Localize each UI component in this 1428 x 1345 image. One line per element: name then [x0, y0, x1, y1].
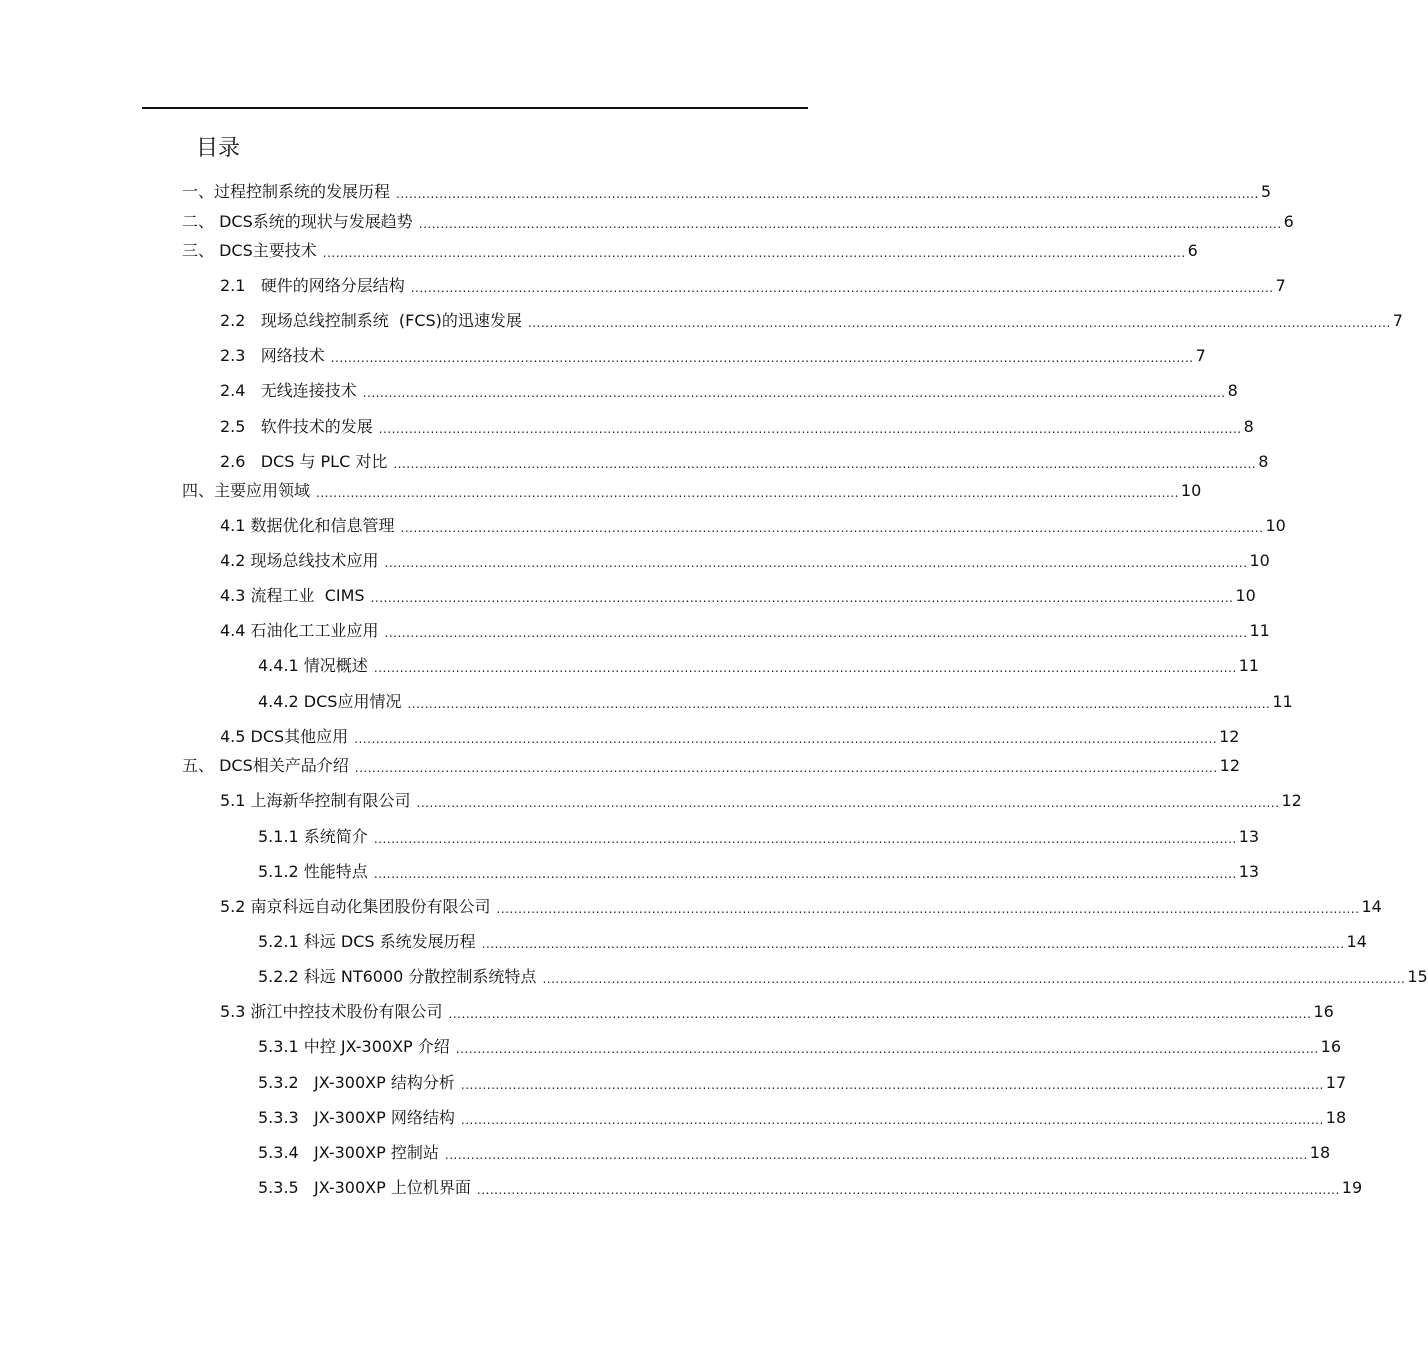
toc-entry-text: 网络技术: [260, 346, 325, 365]
toc-entry-text: 数据优化和信息管理: [250, 516, 395, 535]
toc-entry-number: 5.3: [220, 1002, 251, 1021]
toc-entry-number: 5.3.1: [258, 1037, 304, 1056]
toc-entry-number: 一、: [182, 182, 215, 201]
toc-entry-text: DCS系统的现状与发展趋势: [219, 212, 413, 231]
toc-entry-page: 12: [1281, 791, 1302, 810]
toc-entry-text: 主要应用领域: [214, 481, 311, 500]
toc-entry-number: 4.5: [220, 727, 251, 746]
toc-entry-page: 14: [1361, 897, 1382, 916]
toc-entry[interactable]: [220, 381, 1238, 401]
toc-entry-page: 8: [1227, 381, 1238, 400]
toc-entry[interactable]: [258, 656, 1260, 676]
toc-entry-text: JX-300XP 控制站: [313, 1143, 439, 1162]
toc-leader-dots: ........................................................................................................................................................................................................: [407, 697, 1271, 711]
toc-leader-dots: ........................................................................................................................................................................................................: [444, 1148, 1308, 1162]
toc-entry-text: JX-300XP 网络结构: [313, 1108, 455, 1127]
toc-entry-number: 5.3.2: [258, 1073, 314, 1092]
toc-entry-text: 石油化工工业应用: [250, 621, 379, 640]
toc-leader-dots: ........................................................................................................................................................................................................: [373, 832, 1237, 846]
toc-leader-dots: ........................................................................................................................................................................................................: [410, 281, 1274, 295]
toc-entry-number: 2.5: [220, 417, 261, 436]
toc-entry-text: 系统简介: [303, 827, 368, 846]
toc-entry-number: 5.3.4: [258, 1143, 314, 1162]
toc-entry[interactable]: [220, 621, 1270, 641]
toc-entry-page: 18: [1309, 1143, 1331, 1162]
toc-entry-text: JX-300XP 结构分析: [313, 1073, 455, 1092]
toc-entry-number: 4.2: [220, 551, 251, 570]
toc-leader-dots: ........................................................................................................................................................................................................: [400, 521, 1264, 535]
toc-leader-dots: ........................................................................................................................................................................................................: [393, 457, 1257, 471]
toc-entry-text: DCS 与 PLC 对比: [260, 452, 388, 471]
toc-entry-number: 2.4: [220, 381, 261, 400]
toc-entry-number: 5.2.2: [258, 967, 304, 986]
toc-entry-number: 五、: [182, 756, 220, 775]
toc-entry-text: 无线连接技术: [260, 381, 357, 400]
toc-title: 目录: [196, 136, 241, 161]
toc-entry-page: 14: [1346, 932, 1367, 951]
toc-leader-dots: ........................................................................................................................................................................................................: [496, 902, 1360, 916]
toc-entry[interactable]: [220, 586, 1256, 606]
toc-entry-number: 4.3: [220, 586, 251, 605]
toc-entry-number: 5.2: [220, 897, 251, 916]
toc-leader-dots: ........................................................................................................................................................................................................: [370, 591, 1234, 605]
toc-entry-page: 7: [1392, 311, 1403, 330]
toc-entry-text: 上海新华控制有限公司: [250, 791, 411, 810]
toc-entry[interactable]: [220, 516, 1286, 536]
toc-entry-page: 18: [1325, 1108, 1347, 1127]
toc-leader-dots: ........................................................................................................................................................................................................: [322, 246, 1186, 260]
toc-entry-text: JX-300XP 上位机界面: [313, 1178, 471, 1197]
toc-entry-number: 5.3.5: [258, 1178, 314, 1197]
toc-entry-number: 4.4.1: [258, 656, 304, 675]
toc-entry-number: 4.4: [220, 621, 251, 640]
toc-leader-dots: ........................................................................................................................................................................................................: [418, 217, 1282, 231]
toc-entry-page: 8: [1258, 452, 1269, 471]
toc-entry-number: 2.1: [220, 276, 261, 295]
toc-entry[interactable]: [258, 1073, 1347, 1093]
toc-entry-number: 4.4.2: [258, 692, 304, 711]
toc-leader-dots: ........................................................................................................................................................................................................: [460, 1078, 1324, 1092]
toc-entry[interactable]: [220, 452, 1269, 472]
toc-entry-page: 13: [1238, 827, 1260, 846]
toc-entry-text: 流程工业 CIMS: [250, 586, 365, 605]
toc-entry-page: 10: [1249, 551, 1270, 570]
toc-entry-page: 6: [1283, 212, 1294, 231]
toc-leader-dots: ........................................................................................................................................................................................................: [354, 761, 1218, 775]
toc-entry-text: 性能特点: [303, 862, 368, 881]
toc-leader-dots: ........................................................................................................................................................................................................: [396, 187, 1259, 201]
toc-entry-text: DCS相关产品介绍: [219, 756, 349, 775]
toc-entry[interactable]: [220, 417, 1254, 437]
toc-entry[interactable]: [220, 1002, 1334, 1022]
toc-entry-page: 8: [1243, 417, 1254, 436]
toc-entry-number: 2.2: [220, 311, 261, 330]
toc-entry-page: 12: [1219, 756, 1240, 775]
toc-entry-page: 12: [1219, 727, 1240, 746]
toc-entry-page: 17: [1325, 1073, 1347, 1092]
toc-entry-text: 现场总线技术应用: [250, 551, 379, 570]
toc-entry[interactable]: [220, 276, 1286, 296]
toc-entry[interactable]: [182, 212, 1294, 232]
toc-entry-text: 浙江中控技术股份有限公司: [250, 1002, 443, 1021]
toc-leader-dots: ........................................................................................................................................................................................................: [384, 626, 1248, 640]
toc-leader-dots: ........................................................................................................................................................................................................: [316, 486, 1179, 500]
toc-entry[interactable]: [220, 727, 1240, 747]
toc-entry-page: 15: [1407, 967, 1428, 986]
toc-leader-dots: ........................................................................................................................................................................................................: [460, 1113, 1324, 1127]
toc-entry-text: 情况概述: [303, 656, 368, 675]
toc-leader-dots: ........................................................................................................................................................................................................: [330, 351, 1194, 365]
toc-entry-page: 11: [1238, 656, 1260, 675]
toc-entry-text: 过程控制系统的发展历程: [214, 182, 391, 201]
toc-leader-dots: ........................................................................................................................................................................................................: [481, 937, 1345, 951]
toc-entry[interactable]: [182, 182, 1272, 202]
toc-entry-number: 2.3: [220, 346, 261, 365]
toc-entry-text: 硬件的网络分层结构: [260, 276, 405, 295]
toc-entry[interactable]: [220, 551, 1270, 571]
toc-entry-page: 7: [1275, 276, 1286, 295]
toc-leader-dots: ........................................................................................................................................................................................................: [373, 867, 1237, 881]
toc-entry-text: 现场总线控制系统 (FCS)的迅速发展: [260, 311, 522, 330]
toc-leader-dots: ........................................................................................................................................................................................................: [373, 661, 1237, 675]
toc-entry[interactable]: [220, 311, 1403, 331]
toc-entry-number: 三、: [182, 241, 220, 260]
toc-entry[interactable]: [220, 897, 1382, 917]
toc-entry-page: 10: [1180, 481, 1202, 500]
toc-entry-text: 科远 NT6000 分散控制系统特点: [303, 967, 537, 986]
toc-leader-dots: ........................................................................................................................................................................................................: [476, 1183, 1340, 1197]
toc-entry-page: 10: [1265, 516, 1286, 535]
toc-entry-text: 软件技术的发展: [260, 417, 373, 436]
toc-entry-number: 四、: [182, 481, 215, 500]
toc-entry[interactable]: [258, 932, 1367, 952]
toc-entry[interactable]: [182, 756, 1240, 776]
toc-entry-page: 10: [1235, 586, 1256, 605]
toc-leader-dots: ........................................................................................................................................................................................................: [354, 732, 1218, 746]
toc-leader-dots: ........................................................................................................................................................................................................: [362, 386, 1226, 400]
toc-leader-dots: ........................................................................................................................................................................................................: [455, 1042, 1319, 1056]
toc-entry[interactable]: [258, 1108, 1347, 1128]
toc-entry[interactable]: [220, 346, 1206, 366]
toc-entry[interactable]: [258, 862, 1260, 882]
toc-leader-dots: ........................................................................................................................................................................................................: [527, 316, 1391, 330]
toc-entry-number: 5.1.1: [258, 827, 304, 846]
toc-entry[interactable]: [182, 481, 1202, 501]
toc-entry[interactable]: [258, 1143, 1331, 1163]
toc-entry-page: 16: [1320, 1037, 1342, 1056]
toc-entry-text: DCS主要技术: [219, 241, 317, 260]
toc-leader-dots: ........................................................................................................................................................................................................: [416, 796, 1280, 810]
toc-entry-text: 中控 JX-300XP 介绍: [303, 1037, 450, 1056]
toc-entry[interactable]: [258, 1178, 1363, 1198]
toc-entry-page: 13: [1238, 862, 1260, 881]
toc-leader-dots: ........................................................................................................................................................................................................: [384, 556, 1248, 570]
toc-entry-number: 二、: [182, 212, 220, 231]
toc-leader-dots: ........................................................................................................................................................................................................: [542, 972, 1406, 986]
toc-entry[interactable]: [258, 827, 1260, 847]
toc-entry-number: 4.1: [220, 516, 251, 535]
toc-entry-text: DCS应用情况: [303, 692, 402, 711]
toc-entry-text: 科远 DCS 系统发展历程: [303, 932, 476, 951]
toc-entry-number: 5.1.2: [258, 862, 304, 881]
toc-entry-page: 11: [1272, 692, 1293, 711]
toc-entry-number: 5.3.3: [258, 1108, 314, 1127]
toc-entry-page: 19: [1341, 1178, 1363, 1197]
toc-entry-number: 2.6: [220, 452, 261, 471]
toc-entry[interactable]: [258, 1037, 1342, 1057]
toc-entry-text: DCS其他应用: [250, 727, 349, 746]
toc-leader-dots: ........................................................................................................................................................................................................: [378, 422, 1242, 436]
toc-entry-page: 6: [1187, 241, 1198, 260]
toc-entry-page: 5: [1260, 182, 1272, 201]
toc-leader-dots: ........................................................................................................................................................................................................: [448, 1007, 1312, 1021]
toc-entry[interactable]: [258, 967, 1428, 987]
toc-entry[interactable]: [220, 791, 1302, 811]
toc-entry-page: 16: [1313, 1002, 1334, 1021]
toc-entry-number: 5.1: [220, 791, 251, 810]
toc-entry[interactable]: [182, 241, 1198, 261]
toc-entry[interactable]: [258, 692, 1293, 712]
toc-entry-text: 南京科远自动化集团股份有限公司: [250, 897, 491, 916]
toc-entry-page: 7: [1195, 346, 1206, 365]
toc-entry-page: 11: [1249, 621, 1270, 640]
toc-entry-number: 5.2.1: [258, 932, 304, 951]
